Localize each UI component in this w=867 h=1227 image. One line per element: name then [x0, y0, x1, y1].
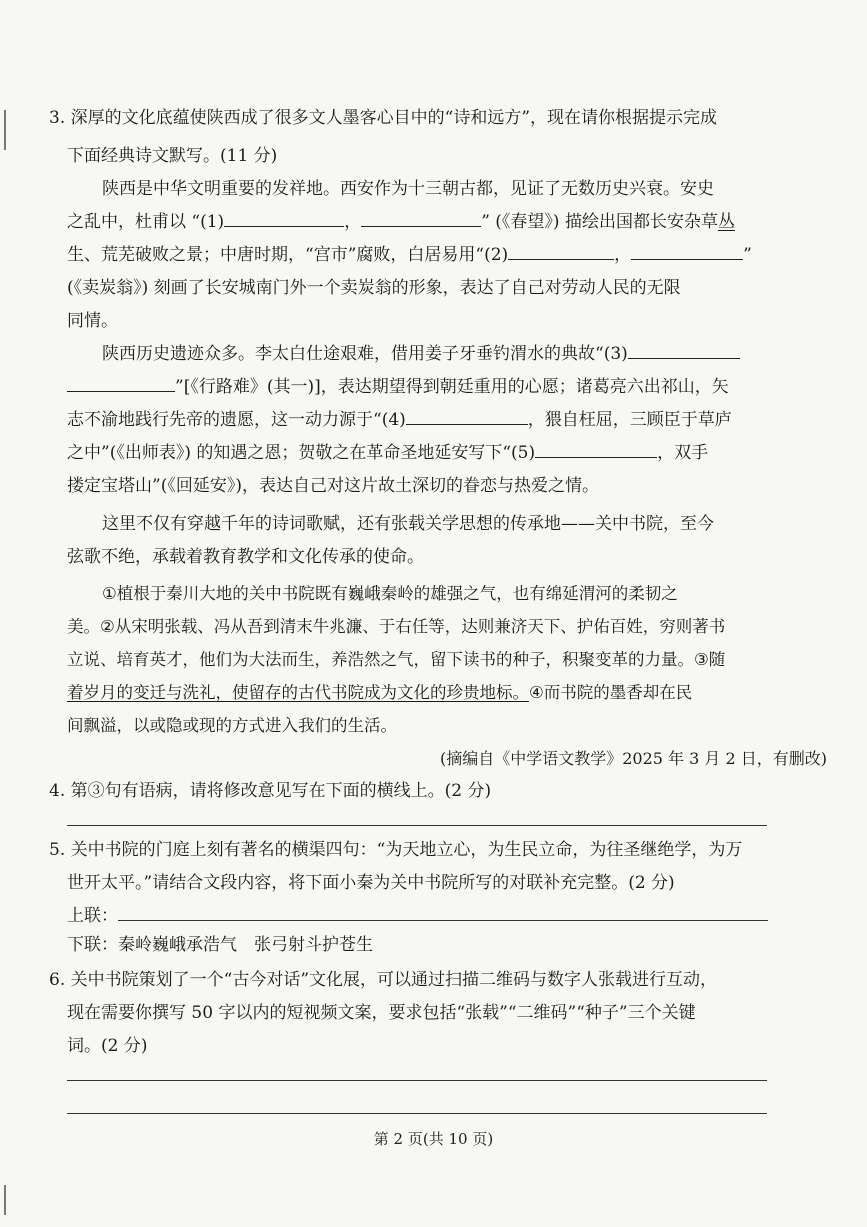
text-segment: 陕西历史遗迹众多。李太白仕途艰难，借用姜子牙垂钓渭水的典故“(3) — [102, 344, 628, 364]
sentence-3-underlined: 着岁月的变迁与洗礼，使留存的古代书院成为文化的珍贵地标。 — [67, 683, 529, 702]
text-segment: 之乱中，杜甫以 “(1) — [67, 212, 225, 232]
passage-line-5: 间飘溢，以或隐或现的方式进入我们的生活。 — [67, 716, 397, 735]
answer-blank-2a[interactable] — [508, 243, 614, 260]
q3-p3-line-1: 这里不仅有穿越千年的诗词歌赋，还有张载关学思想的传承地——关中书院，至今 — [102, 514, 714, 534]
q3-p1-line-1: 陕西是中华文明重要的发祥地。西安作为十三朝古都，见证了无数历史兴衰。安史 — [102, 179, 714, 199]
passage-line-2: 美。②从宋明张载、冯从吾到清末牛兆濂、于右任等，达则兼济天下、护佑百姓，穷则著书 — [67, 617, 726, 636]
answer-blank-4[interactable] — [406, 408, 528, 425]
q6-line-2: 现在需要你撰写 50 字以内的短视频文案，要求包括“张载”“二维码”“种子”三个关键 — [67, 1003, 696, 1023]
text-segment: 志不渝地践行先帝的遗愿，这一动力源于“(4) — [67, 410, 406, 430]
text-segment: ④而书院的墨香却在民 — [529, 683, 693, 702]
passage-line-3: 立说、培育英才，他们为大法而生，养浩然之气，留下读书的种子，积聚变革的力量。③随 — [67, 650, 726, 669]
q3-p1-line-4: (《卖炭翁》) 刻画了长安城南门外一个卖炭翁的形象，表达了自己对劳动人民的无限 — [67, 278, 681, 298]
answer-blank-1b[interactable] — [361, 210, 481, 227]
q3-p2-line-1 — [102, 342, 740, 366]
text-segment: ” (《春望》) 描绘出国都长安杂草 — [481, 212, 718, 232]
q3-p3-line-2: 弦歌不绝，承载着教育教学和文化传承的使命。 — [67, 547, 424, 567]
q3-line-1: 3. 深厚的文化底蕴使陕西成了很多文人墨客心目中的“诗和远方”，现在请你根据提示完成 — [49, 108, 718, 128]
answer-blank-5[interactable] — [535, 441, 657, 458]
q6-answer-line-1[interactable] — [67, 1080, 767, 1081]
text-segment: ， — [614, 245, 632, 265]
text-segment: ， — [344, 212, 362, 232]
page-number: 第 2 页(共 10 页) — [373, 1130, 494, 1148]
q4-answer-line[interactable] — [67, 825, 767, 826]
q3-p2-line-5: 搂定宝塔山”(《回延安》)，表达自己对这片故土深切的眷恋与热爱之情。 — [67, 476, 599, 496]
passage-line-4 — [67, 681, 692, 705]
q5-lower-couplet: 下联：秦岭巍峨承浩气 张弓射斗护苍生 — [67, 935, 373, 955]
scan-edge-mark — [4, 1185, 6, 1215]
q5-line-2: 世开太平。”请结合文段内容，将下面小秦为关中书院所写的对联补充完整。(2 分) — [67, 873, 675, 893]
text-segment: ，双手 — [657, 443, 709, 463]
answer-blank-2b[interactable] — [631, 243, 743, 260]
q6-answer-line-2[interactable] — [67, 1113, 767, 1114]
q3-p2-line-4 — [67, 441, 708, 465]
text-segment: 生、荒芜破败之景；中唐时期，“宫市”腐败，白居易用“(2) — [67, 245, 509, 265]
passage-source: (摘编自《中学语文教学》2025 年 3 月 2 日，有删改) — [440, 749, 827, 768]
passage-line-1: ①植根于秦川大地的关中书院既有巍峨秦岭的雄强之气，也有绵延渭河的柔韧之 — [102, 584, 678, 603]
q5-line-1: 5. 关中书院的门庭上刻有著名的横渠四句：“为天地立心，为生民立命，为往圣继绝学，为万 — [49, 840, 743, 860]
q3-p1-line-5: 同情。 — [67, 311, 118, 331]
q3-line-2: 下面经典诗文默写。(11 分) — [67, 146, 278, 166]
text-segment: 之中”(《出师表》) 的知遇之恩；贺敬之在革命圣地延安写下“(5) — [67, 443, 536, 463]
q3-p2-line-3 — [67, 408, 732, 432]
text-segment: ，猥自枉屈，三顾臣于草庐 — [527, 410, 732, 430]
q6-line-1: 6. 关中书院策划了一个“古今对话”文化展，可以通过扫描二维码与数字人张载进行互动， — [49, 970, 718, 990]
q5-upper-answer-line[interactable] — [118, 920, 768, 921]
answer-blank-1a[interactable] — [224, 210, 344, 227]
answer-blank-3a[interactable] — [628, 342, 740, 359]
text-segment: ” — [743, 245, 752, 265]
scan-edge-mark — [4, 110, 6, 150]
q4-text: 4. 第③句有语病，请将修改意见写在下面的横线上。(2 分) — [49, 781, 492, 801]
q3-p1-line-3 — [67, 243, 752, 267]
answer-blank-3b[interactable] — [67, 375, 175, 392]
q5-upper-label: 上联： — [67, 906, 118, 926]
text-segment: ”[《行路难》(其一)]，表达期望得到朝廷重用的心愿；诸葛亮六出祁山，矢 — [175, 377, 729, 397]
q3-p1-line-2 — [67, 210, 735, 234]
q3-p2-line-2 — [67, 375, 729, 399]
q6-line-3: 词。(2 分) — [67, 1036, 148, 1056]
underlined-char: 丛 — [717, 212, 735, 232]
